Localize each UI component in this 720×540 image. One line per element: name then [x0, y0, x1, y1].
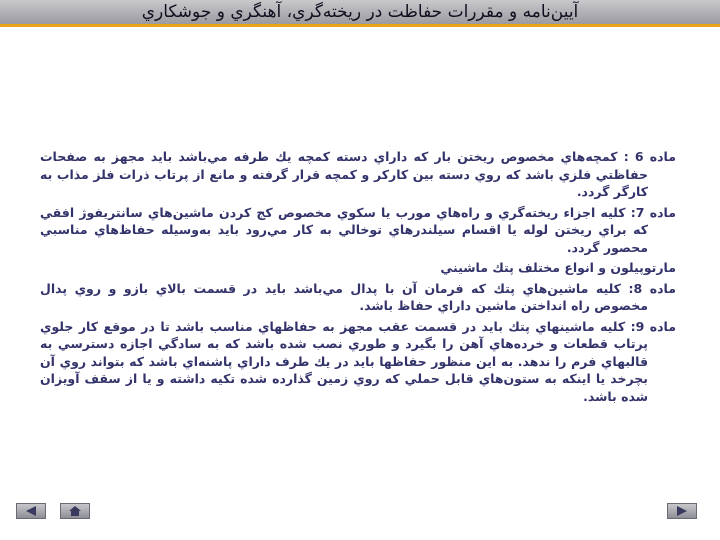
slide-content: [40, 148, 676, 408]
home-icon: [61, 504, 89, 518]
section-heading: مارتوپيلون و انواع مختلف پتك ماشيني: [440, 260, 676, 275]
slide-title: آيين‌نامه و مقررات حفاظت در ريخته‌گري، آهنگري و جوشكاري: [141, 2, 579, 22]
forward-button[interactable]: [667, 503, 697, 519]
back-button[interactable]: [16, 503, 46, 519]
article-8: ماده 8: كليه ماشين‌هاي پتك كه فرمان آن با پدال مي‌باشد بايد در قسمت بالاي بازو و روي پدال مخصوص راه انداختن ماشين داراي حفاظ باشد.: [40, 280, 676, 313]
article-7: ماده 7: كليه اجزاء ريخته‌گري و راه‌هاي مورب يا سكوي مخصوص كج كردن ماشين‌هاي سانتريفوژ افقي كه براي ريختن لوله يا اقسام سيلندرهاي توخالي به كار مي‌رود بايد به‌وسيله حفاظ‌هاي مناسبي محصور گردد.: [40, 204, 676, 255]
title-bar: [0, 0, 720, 27]
triangle-left-icon: [17, 504, 45, 518]
triangle-right-icon: [668, 504, 696, 518]
article-6: ماده 6 : كمچه‌هاي مخصوص ريختن بار كه داراي دسته كمچه يك طرفه مي‌باشد بايد مجهز به صفحات حفاظتي فلزي باشد كه روي دسته بين كاركر و كمچه قرار گرفته و مانع از پرتاب ذرات فلز مذاب به كارگر گردد.: [40, 149, 676, 199]
home-button[interactable]: [60, 503, 90, 519]
article-9: ماده 9: كليه ماشينهاي پتك بايد در قسمت عقب مجهز به حفاظهاي مناسب باشد تا در موقع كار جلوي پرتاب قطعات و خرده‌هاي آهن را بگيرد و طوري نصب شده باشد كه به سادگي اجازه دسترسي به قالبهاي فرم را ندهد. به اين منظور حفاظها بايد در يك طرف داراي پاشنه‌اي باشد كه بتواند روي آن بچرخد يا اينكه به ستون‌هاي قابل حملي كه روي زمين گذارده شده تكيه داشته و يا از سقف آويزان شده باشد.: [40, 318, 676, 404]
